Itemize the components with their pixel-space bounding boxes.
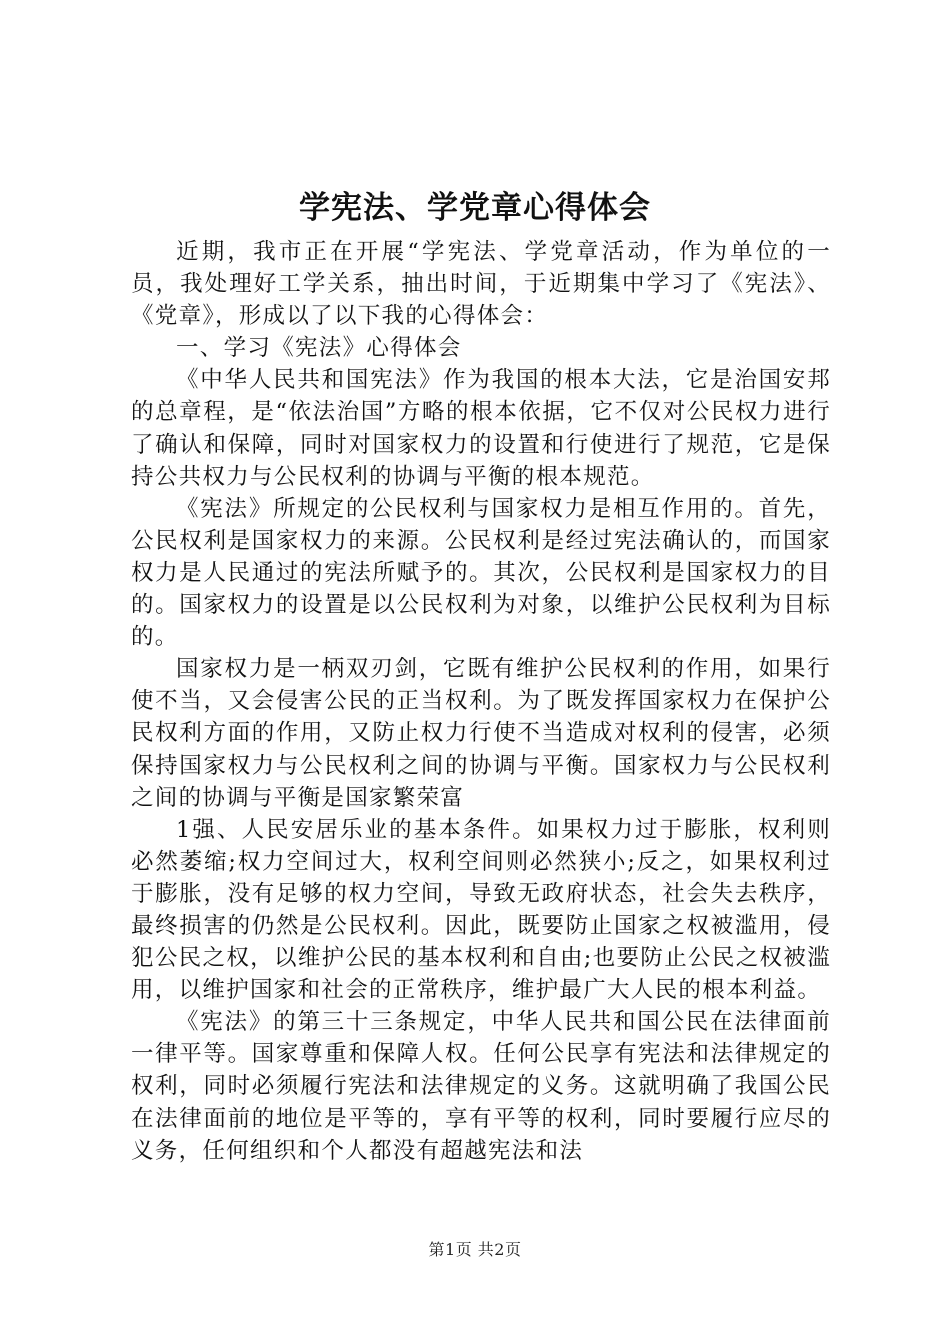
document-body: [131, 236, 831, 1167]
paragraph: 《中华人民共和国宪法》作为我国的根本大法，它是治国安邦的总章程，是“依法治国”方略的根本依据，它不仅对公民权力进行了确认和保障，同时对国家权力的设置和行使进行了规范，它是保持公共权力与公民权利的协调与平衡的根本规范。: [131, 367, 831, 490]
paragraph: 国家权力是一柄双刃剑，它既有维护公民权利的作用，如果行使不当，又会侵害公民的正当权利。为了既发挥国家权力在保护公民权利方面的作用，又防止权力行使不当造成对权利的侵害，必须保持国家权力与公民权利之间的协调与平衡。国家权力与公民权利之间的协调与平衡是国家繁荣富: [131, 656, 831, 811]
section-heading: 一、学习《宪法》心得体会: [176, 335, 462, 362]
paragraph: 1强、人民安居乐业的基本条件。如果权力过于膨胀，权利则必然萎缩;权力空间过大，权利空间则必然狭小;反之，如果权利过于膨胀，没有足够的权力空间，导致无政府状态，社会失去秩序，最终损害的仍然是公民权利。因此，既要防止国家之权被滥用，侵犯公民之权，以维护公民的基本权利和自由;也要防止公民之权被滥用，以维护国家和社会的正常秩序，维护最广大人民的根本利益。: [131, 816, 831, 1004]
paragraph-intro: 近期，我市正在开展“学宪法、学党章活动，作为单位的一员，我处理好工学关系，抽出时间，于近期集中学习了《宪法》、《党章》，形成以了以下我的心得体会：: [131, 239, 831, 330]
paragraph: 《宪法》所规定的公民权利与国家权力是相互作用的。首先，公民权利是国家权力的来源。公民权利是经过宪法确认的，而国家权力是人民通过的宪法所赋予的。其次，公民权利是国家权力的目的。国家权力的设置是以公民权利为对象，以维护公民权利为目标的。: [131, 495, 831, 651]
paragraph: 《宪法》的第三十三条规定，中华人民共和国公民在法律面前一律平等。国家尊重和保障人权。任何公民享有宪法和法律规定的权利，同时必须履行宪法和法律规定的义务。这就明确了我国公民在法律面前的地位是平等的，享有平等的权利，同时要履行应尽的义务，任何组织和个人都没有超越宪法和法: [131, 1009, 831, 1164]
document-title: 学宪法、学党章心得体会: [299, 190, 651, 226]
page-number-footer: 第1页 共2页: [428, 1240, 522, 1259]
